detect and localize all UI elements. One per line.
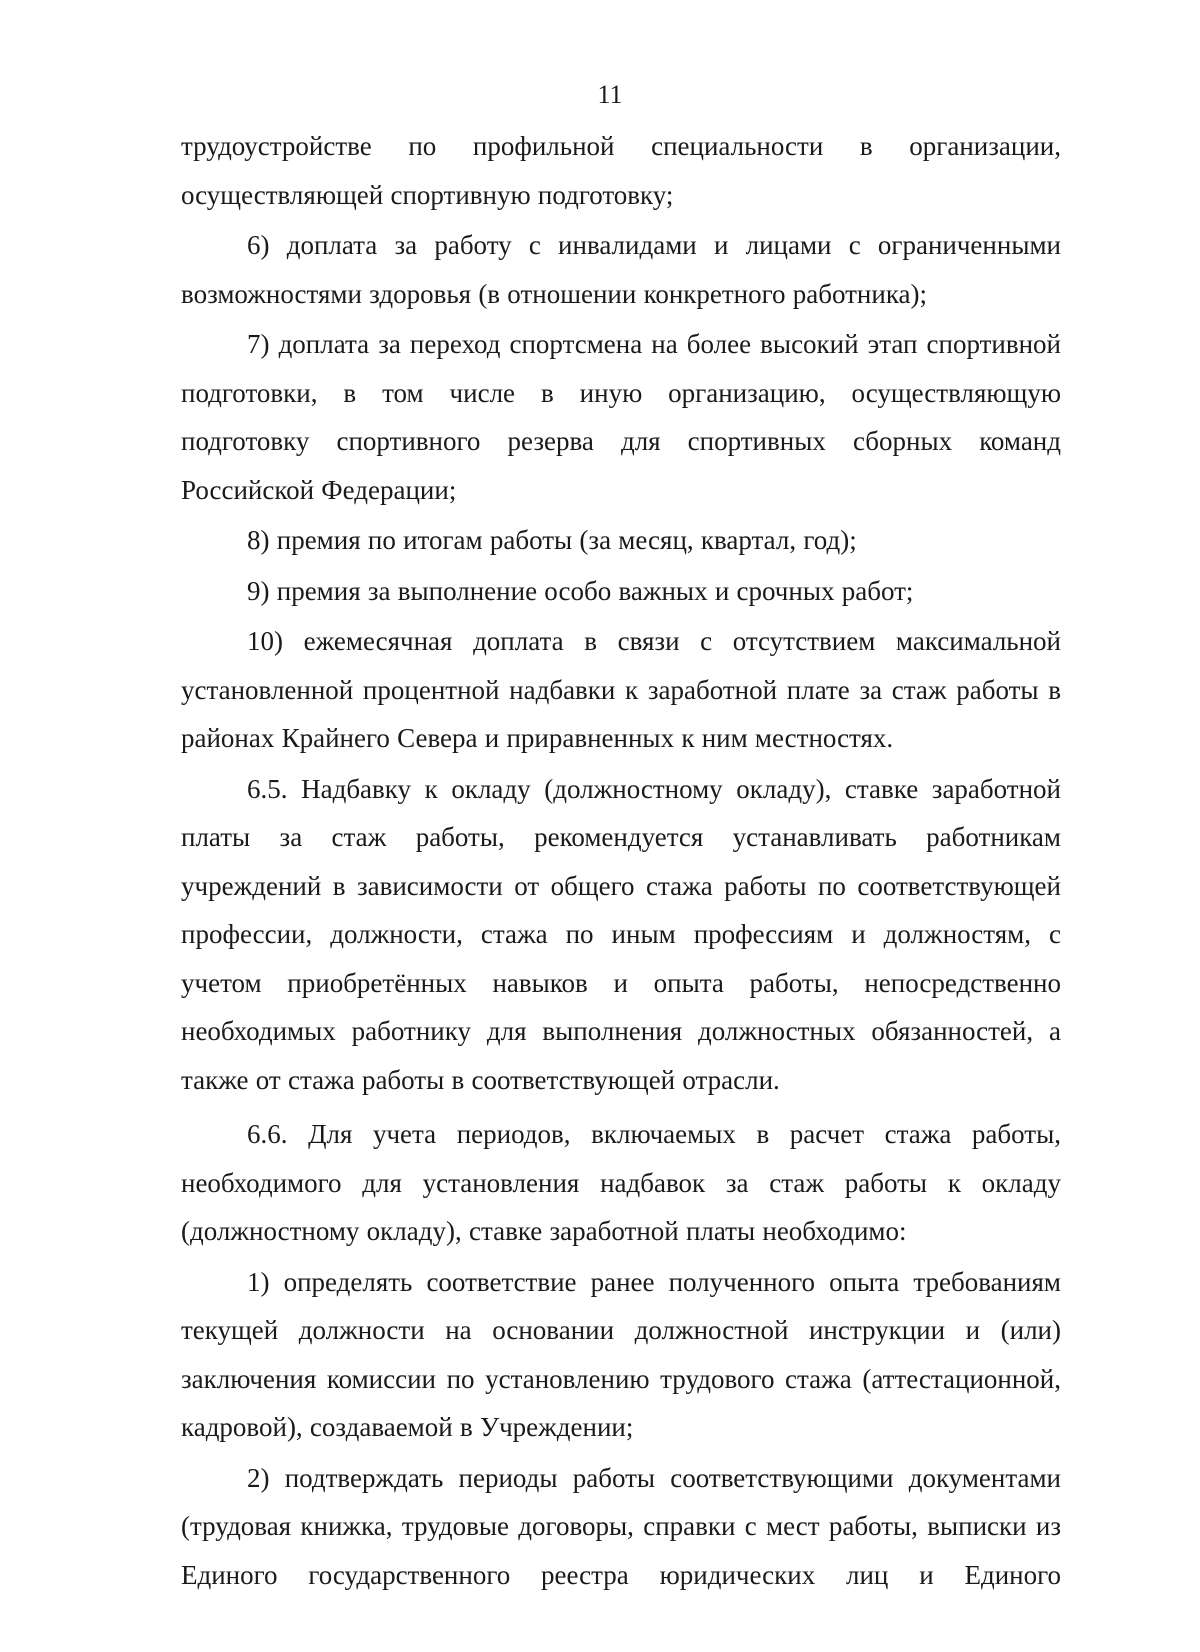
section-6-6: 6.6. Для учета периодов, включаемых в расчет стажа работы, необходимого для установления надбавок за стаж работы к окладу (должностному окладу), ставке заработной платы необходимо: bbox=[181, 1119, 1061, 1246]
list-item-8: 8) премия по итогам работы (за месяц, квартал, год); bbox=[247, 525, 857, 555]
document-body bbox=[181, 122, 1061, 1599]
list-item-7: 7) доплата за переход спортсмена на более высокий этап спортивной подготовки, в том числе в иную организацию, осуществляющую подготовку спортивного резерва для спортивных сборных команд Российской Федерации; bbox=[181, 329, 1061, 505]
section-6-5: 6.5. Надбавку к окладу (должностному окладу), ставке заработной платы за стаж работы, рекомендуется устанавливать работникам учреждений в зависимости от общего стажа работы по соответствующей профессии, должности, стажа по иным профессиям и должностям, с учетом приобретённых навыков и опыта работы, непосредственно необходимых работнику для выполнения должностных обязанностей, а также от стажа работы в соответствующей отрасли. bbox=[181, 773, 1061, 1095]
page-number: 11 bbox=[597, 80, 623, 109]
paragraph-continuation: трудоустройстве по профильной специальности в организации, осуществляющей спортивную подготовку; bbox=[181, 131, 1061, 210]
section-6-6-item-1: 1) определять соответствие ранее полученного опыта требованиям текущей должности на основании должностной инструкции и (или) заключения комиссии по установлению трудового стажа (аттестационной, кадровой), создаваемой в Учреждении; bbox=[181, 1266, 1061, 1442]
list-item-9: 9) премия за выполнение особо важных и срочных работ; bbox=[247, 575, 914, 606]
list-item-10: 10) ежемесячная доплата в связи с отсутствием максимальной установленной процентной надбавки к заработной плате за стаж работы в районах Крайнего Севера и приравненных к ним местностях. bbox=[181, 626, 1061, 753]
list-item-6: 6) доплата за работу с инвалидами и лицами с ограниченными возможностями здоровья (в отношении конкретного работника); bbox=[181, 230, 1061, 309]
section-6-6-item-2: 2) подтверждать периоды работы соответствующими документами (трудовая книжка, трудовые договоры, справки с мест работы, выписки из Единого государственного реестра юридических лиц и Единого bbox=[181, 1462, 1061, 1590]
